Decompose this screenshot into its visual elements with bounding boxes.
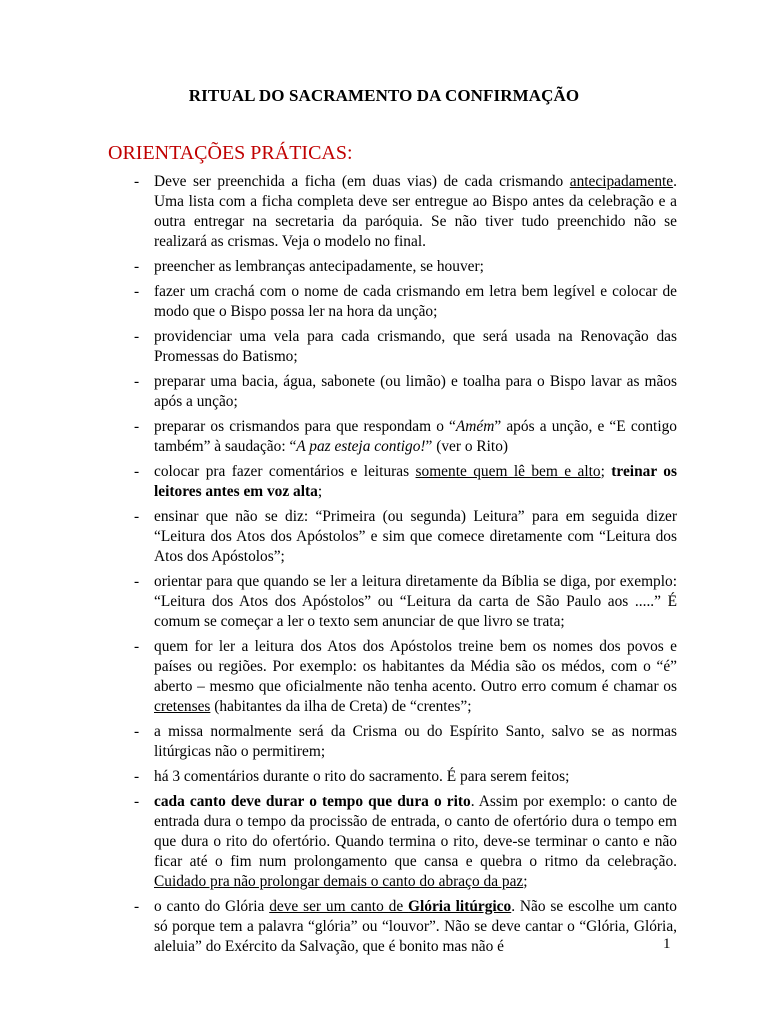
document-title: RITUAL DO SACRAMENTO DA CONFIRMAÇÃO <box>188 86 580 105</box>
list-item: - fazer um crachá com o nome de cada crismando em letra bem legível e colocar de modo que o Bispo possa ler na hora da unção; <box>134 283 677 320</box>
bullet-dash: - <box>134 258 140 275</box>
list-item: - há 3 comentários durante o rito do sacramento. É para serem feitos; <box>134 768 570 785</box>
bullet-dash: - <box>134 373 140 390</box>
list-item: - providenciar uma vela para cada crismando, que será usada na Renovação das Promessas do Batismo; <box>134 328 677 365</box>
list-item: - preparar uma bacia, água, sabonete (ou limão) e toalha para o Bispo lavar as mãos após a unção; <box>134 373 677 410</box>
bullet-dash: - <box>134 768 140 785</box>
bullet-dash: - <box>134 898 140 915</box>
bullet-dash: - <box>134 173 140 190</box>
bullet-dash: - <box>134 508 140 525</box>
list-item: - ensinar que não se diz: “Primeira (ou segunda) Leitura” para em seguida dizer “Leitura dos Atos dos Apóstolos” e sim que comece diretamente com “Leitura dos Atos dos Apóstolos”; <box>134 508 677 565</box>
bullet-dash: - <box>134 463 140 480</box>
list-item: - cada canto deve durar o tempo que dura o rito. Assim por exemplo: o canto de entrada dura o tempo da procissão de entrada, o canto de ofertório dura o tempo em que dura o rito do ofertório. Quando termina o rito, deve-se terminar o canto e não ficar até o fim num prolongamento que cansa e quebra o ritmo da celebração. Cuidado pra não prolongar demais o canto do abraço da paz; <box>134 793 677 890</box>
bullet-dash: - <box>134 573 140 590</box>
list-item: - quem for ler a leitura dos Atos dos Apóstolos treine bem os nomes dos povos e países ou regiões. Por exemplo: os habitantes da Média são os médos, com o “é” aberto – mesmo que oficialmente não tenha acento. Outro erro comum é chamar os cretenses (habitantes da ilha de Creta) de “crentes”; <box>134 638 677 715</box>
list-item: - preencher as lembranças antecipadamente, se houver; <box>134 258 484 275</box>
bullet-dash: - <box>134 793 140 810</box>
bullet-dash: - <box>134 418 140 435</box>
list-item: - o canto do Glória deve ser um canto de Glória litúrgico. Não se escolhe um canto só porque tem a palavra “glória” ou “louvor”. Não se deve cantar o “Glória, Glória, aleluia” do Exército da Salvação, que é bonito mas não é <box>134 898 677 955</box>
bullet-dash: - <box>134 328 140 345</box>
list-item: - Deve ser preenchida a ficha (em duas vias) de cada crismando antecipadamente. Uma lista com a ficha completa deve ser entregue ao Bispo antes da celebração e a outra entregar na secretaria da paróquia. Se não tiver tudo preenchido não se realizará as crismas. Veja o modelo no final. <box>134 173 677 250</box>
list-item: - orientar para que quando se ler a leitura diretamente da Bíblia se diga, por exemplo: “Leitura dos Atos dos Apóstolos” ou “Leitura da carta de São Paulo aos .....” É comum se começar a ler o texto sem anunciar de que livro se trata; <box>134 573 677 630</box>
page-number: 1 <box>663 936 671 952</box>
bullet-dash: - <box>134 638 140 655</box>
list-item: - a missa normalmente será da Crisma ou do Espírito Santo, salvo se as normas litúrgicas não o permitirem; <box>134 723 677 760</box>
section-heading: ORIENTAÇÕES PRÁTICAS: <box>108 142 353 164</box>
bullet-dash: - <box>134 283 140 300</box>
guidelines-list <box>134 172 677 962</box>
bullet-dash: - <box>134 723 140 740</box>
list-item: - preparar os crismandos para que respondam o “Amém” após a unção, e “E contigo também” à saudação: “A paz esteja contigo!” (ver o Rito) <box>134 418 677 455</box>
list-item: - colocar pra fazer comentários e leituras somente quem lê bem e alto; treinar os leitores antes em voz alta; <box>134 463 677 500</box>
